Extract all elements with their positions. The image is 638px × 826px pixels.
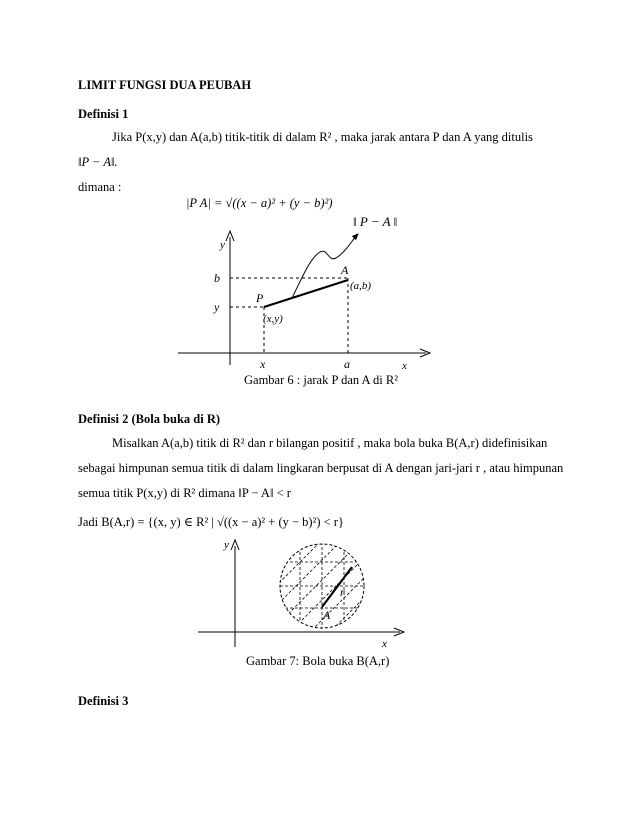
fig6-x-tick: x	[260, 357, 266, 371]
def1-formula: |P A| = √((x − a)² + (y − b)²)	[186, 196, 333, 210]
def3-title: Definisi 3	[78, 694, 129, 708]
fig6-x-axis-label: x	[402, 360, 407, 372]
fig6-a-tick: a	[344, 357, 350, 371]
fig7-y-axis-label: y	[224, 539, 229, 551]
fig6-y-label: y	[214, 300, 220, 314]
figure-6	[170, 210, 440, 375]
fig6-segment-pa	[264, 280, 348, 307]
def2-line1: Misalkan A(a,b) titik di R² dan r bilangan positif , maka bola buka B(A,r) didefinisikan	[112, 436, 548, 450]
fig6-xy-label: (x,y)	[263, 313, 283, 325]
def2-line3: semua titik P(x,y) di R² dimana ‖P − A‖ < r	[78, 486, 291, 500]
fig7-x-axis-label: x	[382, 638, 387, 650]
def2-jadi: Jadi B(A,r) = {(x, y) ∈ R² | √((x − a)² + (y − b)²) < r}	[78, 515, 344, 529]
def1-line1: Jika P(x,y) dan A(a,b) titik-titik di dalam R² , maka jarak antara P dan A yang ditulis	[112, 130, 533, 144]
fig7-hatch	[220, 532, 380, 657]
fig7-caption: Gambar 7: Bola buka B(A,r)	[246, 654, 390, 668]
def2-line2: sebagai himpunan semua titik di dalam lingkaran berpusat di A dengan jari-jari r , atau himpunan	[78, 461, 564, 475]
def1-norm: ‖P − A‖.	[78, 155, 118, 169]
fig6-ab-label: (a,b)	[350, 280, 372, 292]
fig6-y-axis-label: y	[220, 239, 225, 251]
figure-7	[190, 532, 410, 657]
fig6-b-label: b	[214, 271, 220, 285]
def1-dimana: dimana :	[78, 180, 122, 194]
fig7-A-label: A	[323, 608, 331, 622]
fig6-norm-label: ‖ P − A ‖	[353, 214, 398, 229]
fig6-caption: Gambar 6 : jarak P dan A di R²	[244, 373, 398, 387]
def1-title: Definisi 1	[78, 107, 129, 121]
fig6-A-label: A	[341, 263, 349, 277]
def2-title: Definisi 2 (Bola buka di R)	[78, 412, 221, 426]
fig7-radius	[322, 567, 352, 607]
fig6-P-label: P	[256, 291, 264, 305]
fig7-r-label: r	[340, 585, 345, 599]
page-heading: LIMIT FUNGSI DUA PEUBAH	[78, 78, 252, 92]
